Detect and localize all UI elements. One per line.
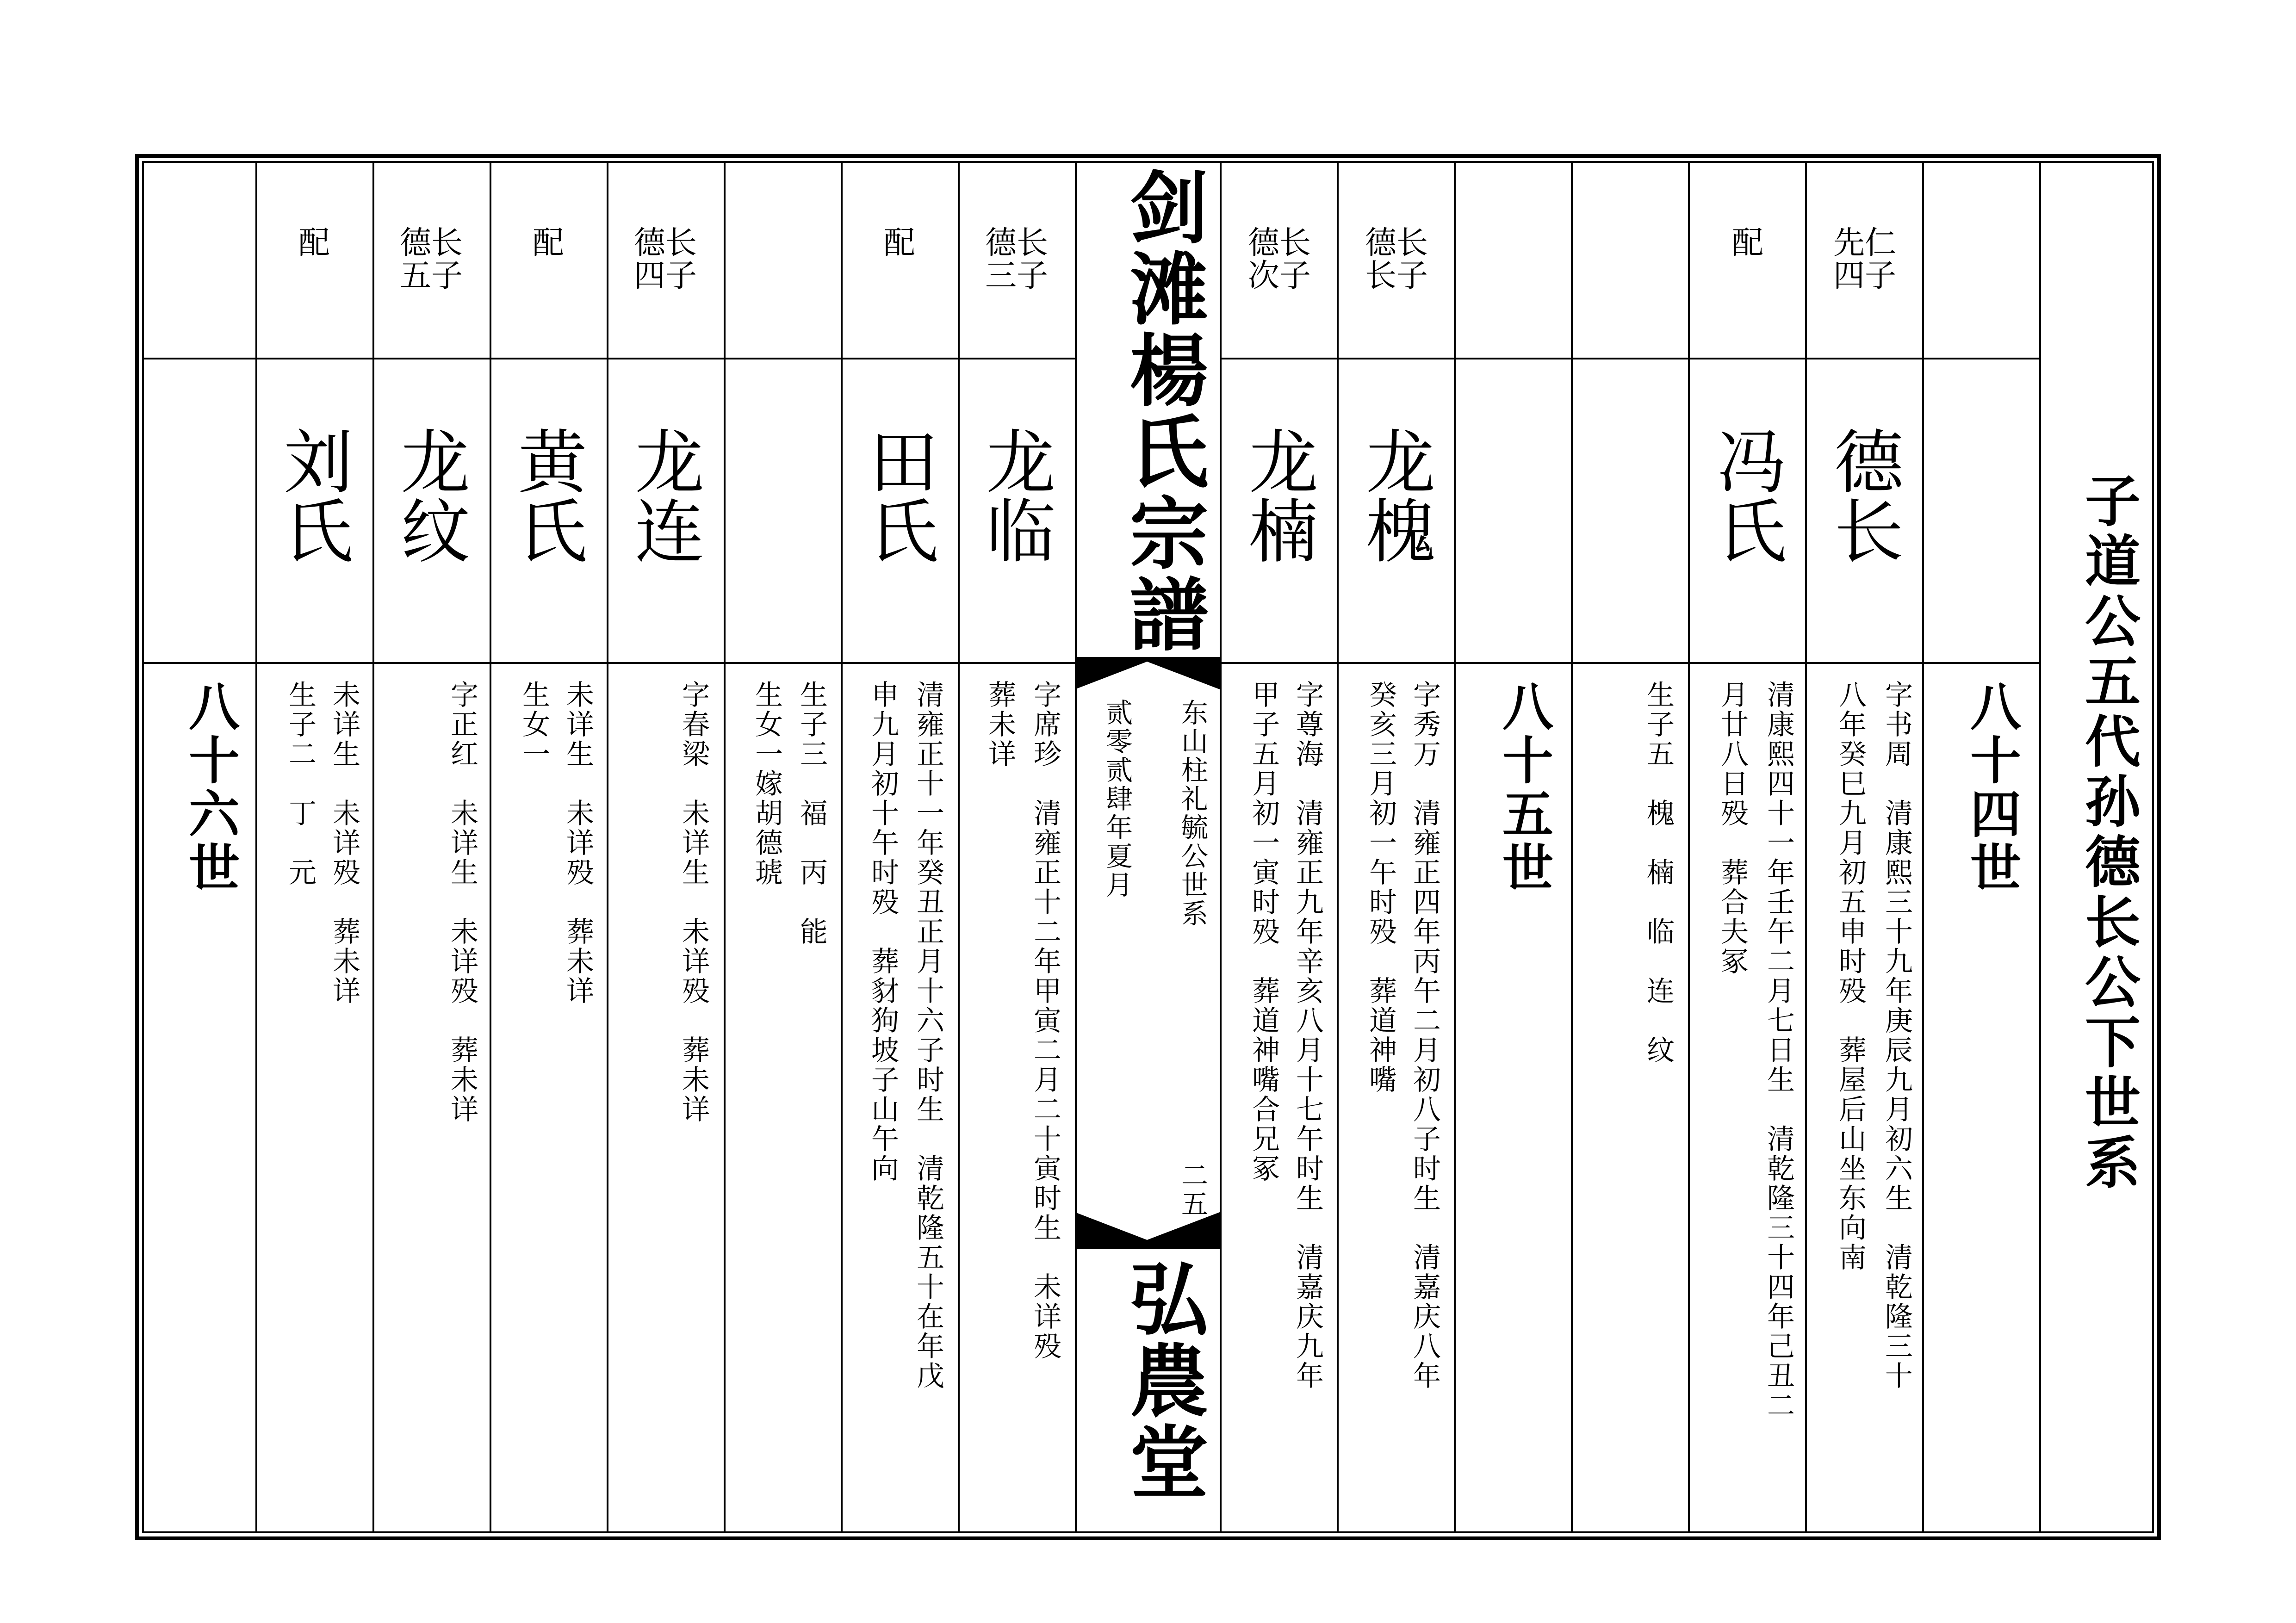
column-divider: [1922, 161, 1924, 1533]
column-divider: [1075, 161, 1077, 1533]
row-divider: [142, 662, 1075, 664]
column-divider: [1571, 161, 1573, 1533]
bio-line: 癸亥三月初一午时殁 葬道神嘴: [1365, 680, 1397, 1095]
bio-line: 生子三 福 丙 能: [795, 680, 828, 947]
bio-line: 字书周 清康熙三十九年庚辰九月初六生 清乾隆三十: [1880, 680, 1913, 1391]
column-divider: [255, 161, 257, 1533]
relation-label: 先仁 四子: [1833, 225, 1896, 295]
relation-label: 配: [883, 225, 915, 261]
bio-line: 字秀万 清雍正四年丙午二月初八子时生 清嘉庆八年: [1409, 680, 1441, 1391]
person-name: 龙临: [974, 426, 1055, 564]
bio-line: 申九月初十午时殁 葬豺狗坡子山午向: [867, 680, 899, 1183]
bio-line: 月廿八日殁 葬合夫冢: [1716, 680, 1749, 976]
column-divider: [2039, 161, 2041, 1533]
bio-line: 未详生 未详殁 葬未详: [328, 680, 360, 1006]
bio-line: 生子五 槐 楠 临 连 纹: [1642, 680, 1675, 1065]
banner-bottom-arrow: [1075, 1212, 1220, 1249]
column-divider: [958, 161, 960, 1533]
relation-label: 德长 长子: [1365, 225, 1428, 295]
bio-line: 清康熙四十一年壬午二月七日生 清乾隆三十四年己丑二: [1762, 680, 1795, 1420]
column-divider: [607, 161, 608, 1533]
person-name: 龙楠: [1237, 426, 1317, 564]
person-name: 黄氏: [506, 426, 586, 564]
person-name: 龙槐: [1354, 426, 1434, 564]
relation-label: 德长 五子: [399, 225, 463, 295]
generation-label-85: 八十五世: [1494, 680, 1554, 895]
column-divider: [724, 161, 726, 1533]
relation-label: 德长 四子: [633, 225, 697, 295]
person-name: 冯氏: [1705, 426, 1786, 564]
relation-label: 配: [1731, 225, 1763, 261]
bio-line: 清雍正十一年癸丑正月十六子时生 清乾隆五十在年戊: [912, 680, 944, 1391]
bio-line: 字春梁 未详生 未详殁 葬未详: [677, 680, 710, 1124]
row-divider: [142, 358, 1075, 359]
column-divider: [490, 161, 491, 1533]
person-name: 龙连: [623, 426, 703, 564]
row-divider: [1220, 358, 2039, 359]
banner-top-arrow: [1075, 657, 1220, 689]
bio-line: 葬未详: [984, 680, 1016, 769]
section-title: 子道公五代孙德长公下世系: [2076, 472, 2141, 1194]
column-divider: [1805, 161, 1807, 1533]
bio-line: 生子二 丁 元: [284, 680, 316, 887]
relation-label: 德长 次子: [1247, 225, 1311, 295]
generation-label-84: 八十四世: [1962, 680, 2022, 895]
person-name: 龙纹: [389, 426, 469, 564]
book-title: 剑滩楊氏宗譜: [1116, 167, 1209, 655]
person-name: 德长: [1822, 426, 1903, 564]
branch-lineage: 东山柱礼毓公世系: [1177, 699, 1208, 928]
person-name: 刘氏: [272, 426, 352, 564]
relation-label: 配: [298, 225, 330, 261]
column-divider: [1688, 161, 1690, 1533]
bio-line: 字尊海 清雍正九年辛亥八月十七午时生 清嘉庆九年: [1291, 680, 1324, 1391]
column-divider: [1220, 161, 1222, 1533]
bio-line: 生女一嫁胡德琥: [751, 680, 783, 887]
column-divider: [372, 161, 374, 1533]
hall-name: 弘農堂: [1116, 1258, 1209, 1503]
relation-label: 德长 三子: [985, 225, 1048, 295]
column-divider: [841, 161, 843, 1533]
bio-line: 字正红 未详生 未详殁 葬未详: [446, 680, 478, 1124]
page-number: 二五: [1177, 1161, 1208, 1219]
bio-line: 生女一: [518, 680, 550, 769]
column-divider: [1454, 161, 1456, 1533]
generation-label-86: 八十六世: [180, 680, 240, 895]
bio-line: 未详生 未详殁 葬未详: [562, 680, 594, 1006]
bio-line: 甲子五月初一寅时殁 葬道神嘴合兄冢: [1247, 680, 1280, 1183]
column-divider: [1337, 161, 1339, 1533]
relation-label: 配: [532, 225, 564, 261]
row-divider: [1220, 662, 2039, 664]
compile-date: 贰零贰肆年夏月: [1101, 699, 1133, 899]
bio-line: 八年癸巳九月初五申时殁 葬屋后山坐东向南: [1834, 680, 1867, 1272]
bio-line: 字席珍 清雍正十二年甲寅二月二十寅时生 未详殁: [1029, 680, 1061, 1361]
person-name: 田氏: [857, 426, 937, 564]
